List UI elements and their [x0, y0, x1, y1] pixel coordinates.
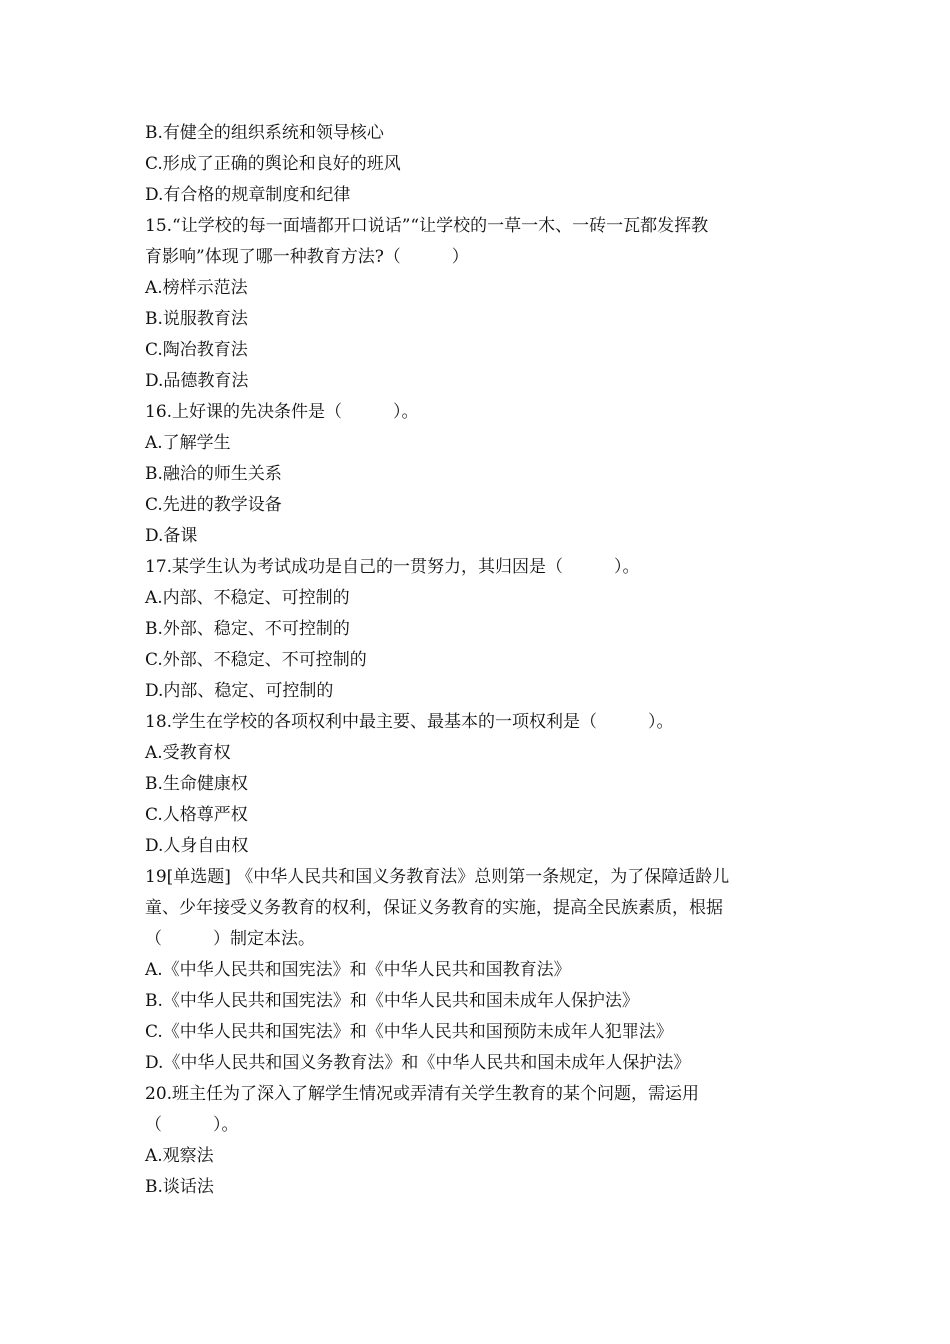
question-14-options	[145, 118, 815, 211]
question-stem: 15.“让学校的每一面墙都开口说话”“让学校的一草一木、一砖一瓦都发挥教	[145, 216, 709, 236]
question-16	[145, 397, 815, 552]
option-d: D.内部、稳定、可控制的	[145, 681, 334, 701]
option-a: A.了解学生	[145, 433, 231, 453]
option-a: A.内部、不稳定、可控制的	[145, 588, 350, 608]
question-stem: 16.上好课的先决条件是（ ）。	[145, 402, 419, 422]
question-stem: 童、少年接受义务教育的权利，保证义务教育的实施，提高全民族素质，根据	[145, 898, 723, 918]
option-b: B.生命健康权	[145, 774, 248, 794]
question-19	[145, 862, 815, 1079]
option-b: B.谈话法	[145, 1177, 214, 1197]
question-18	[145, 707, 815, 862]
question-stem: 18.学生在学校的各项权利中最主要、最基本的一项权利是（ ）。	[145, 712, 674, 732]
question-20	[145, 1079, 815, 1203]
question-stem: 17.某学生认为考试成功是自己的一贯努力，其归因是（ ）。	[145, 557, 640, 577]
option-b: B.《中华人民共和国宪法》和《中华人民共和国未成年人保护法》	[145, 991, 639, 1011]
question-list	[145, 118, 815, 1203]
option-b: B.外部、稳定、不可控制的	[145, 619, 350, 639]
option-d: D.人身自由权	[145, 836, 249, 856]
option-a: A.观察法	[145, 1146, 214, 1166]
option-d: D.有合格的规章制度和纪律	[145, 185, 351, 205]
question-stem: （ ）制定本法。	[145, 929, 315, 949]
option-c: C.《中华人民共和国宪法》和《中华人民共和国预防未成年人犯罪法》	[145, 1022, 673, 1042]
question-15	[145, 211, 815, 397]
option-d: D.备课	[145, 526, 198, 546]
option-c: C.先进的教学设备	[145, 495, 282, 515]
question-stem: 19[单选题] 《中华人民共和国义务教育法》总则第一条规定，为了保障适龄儿	[145, 867, 730, 887]
option-d: D.品德教育法	[145, 371, 249, 391]
option-c: C.形成了正确的舆论和良好的班风	[145, 154, 401, 174]
question-stem: 育影响”体现了哪一种教育方法?（ ）	[145, 247, 469, 267]
option-d: D.《中华人民共和国义务教育法》和《中华人民共和国未成年人保护法》	[145, 1053, 691, 1073]
question-stem: 20.班主任为了深入了解学生情况或弄清有关学生教育的某个问题，需运用	[145, 1084, 700, 1104]
question-17	[145, 552, 815, 707]
option-a: A.受教育权	[145, 743, 231, 763]
option-b: B.有健全的组织系统和领导核心	[145, 123, 384, 143]
option-b: B.说服教育法	[145, 309, 248, 329]
option-b: B.融洽的师生关系	[145, 464, 282, 484]
option-c: C.人格尊严权	[145, 805, 248, 825]
option-a: A.《中华人民共和国宪法》和《中华人民共和国教育法》	[145, 960, 571, 980]
question-stem: （ ）。	[145, 1115, 239, 1135]
option-a: A.榜样示范法	[145, 278, 248, 298]
option-c: C.陶冶教育法	[145, 340, 248, 360]
option-c: C.外部、不稳定、不可控制的	[145, 650, 367, 670]
